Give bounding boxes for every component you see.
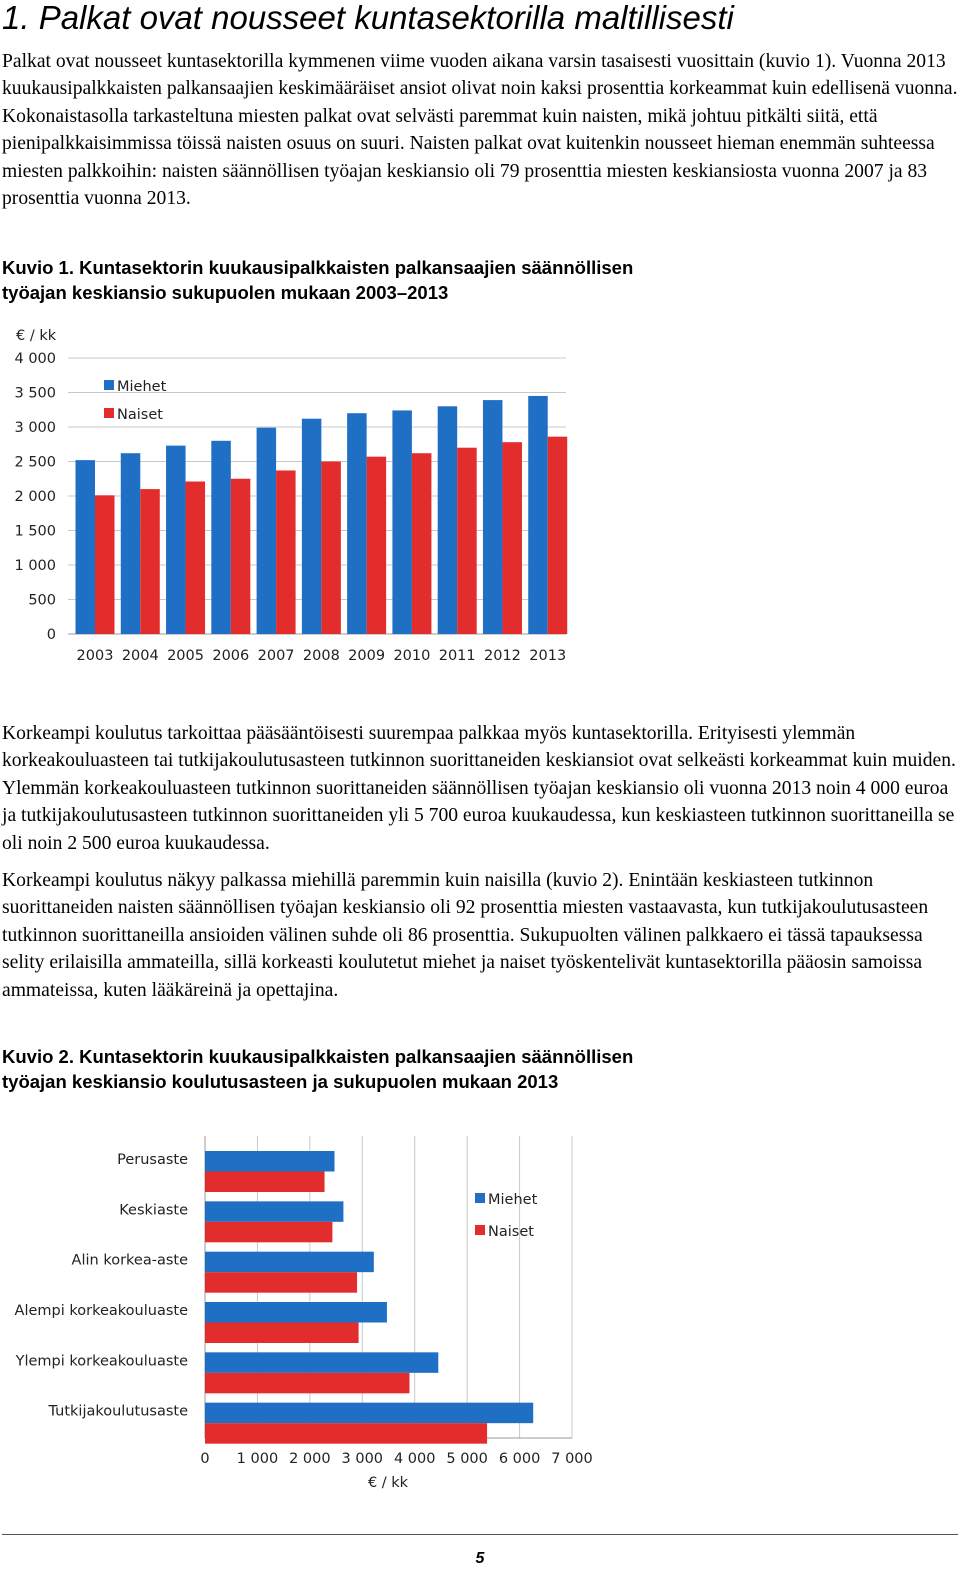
- bar-miehet-ylempi-korkeakouluaste: [205, 1352, 438, 1373]
- y-axis-unit-label: € / kk: [16, 328, 57, 344]
- x-axis-unit-label: € / kk: [367, 1475, 409, 1491]
- figure-1-caption: Kuvio 1. Kuntasektorin kuukausipalkkaisten palkansaajien säännöllisen työajan keskiansio sukupuolen mukaan 2003–2013: [2, 257, 634, 303]
- bar-naiset-ylempi-korkeakouluaste: [205, 1373, 409, 1393]
- bar-miehet-alempi-korkeakouluaste: [205, 1302, 387, 1323]
- y-category-label: Keskiaste: [119, 1202, 188, 1219]
- x-tick-label: 2011: [438, 648, 476, 664]
- x-tick-label: 2005: [167, 648, 204, 664]
- bar-miehet-2011: [438, 406, 458, 634]
- y-category-label: Tutkijakoulutusaste: [48, 1403, 188, 1420]
- x-tick-label: 2003: [76, 648, 114, 664]
- bar-naiset-2011: [457, 448, 477, 634]
- legend-label-miehet: Miehet: [117, 379, 167, 395]
- figure-2-caption: Kuvio 2. Kuntasektorin kuukausipalkkaisten palkansaajien säännöllisen työajan keskiansio koulutusasteen ja sukupuolen mukaan 2013: [2, 1046, 634, 1092]
- y-tick-label: 2 500: [14, 454, 56, 471]
- bar-naiset-tutkijakoulutusaste: [205, 1423, 487, 1444]
- y-category-label: Alempi korkeakouluaste: [14, 1303, 188, 1319]
- y-tick-label: 3 000: [14, 420, 56, 436]
- bar-miehet-2005: [166, 446, 186, 634]
- bar-naiset-2013: [548, 437, 568, 634]
- y-category-label: Alin korkea-aste: [71, 1252, 188, 1269]
- y-tick-label: 2 000: [14, 489, 56, 505]
- section-title: 1. Palkat ovat nousseet kuntasektorilla maltillisesti: [2, 0, 734, 36]
- bar-naiset-2006: [231, 479, 251, 634]
- legend-label-naiset: Naiset: [117, 407, 163, 423]
- footer-divider: [2, 1534, 958, 1535]
- y-tick-label: 1 000: [14, 558, 56, 574]
- bar-miehet-2006: [211, 441, 231, 634]
- bar-miehet-2007: [257, 428, 277, 634]
- y-tick-label: 1 500: [14, 523, 56, 540]
- bar-naiset-2005: [186, 482, 206, 634]
- bar-miehet-tutkijakoulutusaste: [205, 1403, 533, 1424]
- bar-naiset-perusaste: [205, 1172, 325, 1193]
- y-tick-label: 500: [28, 592, 56, 609]
- x-tick-label: 2007: [257, 648, 295, 664]
- legend-label-naiset: Naiset: [488, 1224, 534, 1240]
- bar-naiset-2008: [321, 462, 341, 635]
- x-tick-label: 2009: [348, 648, 386, 664]
- bar-miehet-2008: [302, 419, 322, 634]
- bar-miehet-2013: [528, 396, 548, 634]
- legend-label-miehet: Miehet: [488, 1192, 538, 1208]
- legend-swatch-miehet: [104, 380, 114, 390]
- x-tick-label: 6 000: [498, 1451, 541, 1467]
- bar-naiset-2007: [276, 470, 296, 634]
- x-tick-label: 2010: [393, 648, 431, 664]
- bar-naiset-keskiaste: [205, 1222, 332, 1243]
- x-tick-label: 2006: [212, 648, 250, 664]
- x-tick-label: 2012: [484, 648, 521, 664]
- bar-miehet-2010: [392, 410, 412, 634]
- bar-naiset-alempi-korkeakouluaste: [205, 1323, 359, 1344]
- bar-naiset-2004: [140, 489, 160, 634]
- bar-miehet-perusaste: [205, 1151, 334, 1172]
- bar-miehet-2009: [347, 413, 367, 634]
- x-tick-label: 5 000: [446, 1451, 488, 1467]
- page-number: 5: [475, 1550, 485, 1567]
- y-category-label: Ylempi korkeakouluaste: [15, 1353, 188, 1370]
- x-tick-label: 7 000: [551, 1451, 593, 1467]
- figure-1-chart: [0, 318, 600, 678]
- x-tick-label: 3 000: [341, 1451, 384, 1467]
- bar-miehet-2012: [483, 400, 503, 634]
- x-tick-label: 2013: [529, 648, 567, 664]
- bar-miehet-alin-korkea-aste: [205, 1252, 374, 1273]
- figure-2-chart: [0, 1130, 660, 1500]
- paragraph-3: Korkeampi koulutus näkyy palkassa miehillä paremmin kuin naisilla (kuvio 2). Enintään keskiasteen tutkinnon suorittaneiden naisten säännöllisen työajan keskiansio oli 92 prosenttia miesten vastaavasta, kun tutkijakoulutusasteen tutkinnon suorittaneilla ansioiden välinen suhde oli 86 prosenttia. Sukupuolten välinen palkkaero ei tässä tapauksessa selity erilaisilla ammateilla, sillä korkeasti koulutetut miehet ja naiset työskentelivät kuntasektorilla pääosin samoissa ammateissa, kuten lääkäreinä ja opettajina.: [2, 870, 929, 1001]
- x-tick-label: 2004: [121, 648, 159, 664]
- paragraph-1: Palkat ovat nousseet kuntasektorilla kymmenen viime vuoden aikana varsin tasaisesti vuosittain (kuvio 1). Vuonna 2013 kuukausipalkkaisten palkansaajien keskimääräiset ansiot olivat noin kaksi prosenttia korkeammat kuin edellisenä vuonna. Kokonaistasolla tarkasteltuna miesten palkat ovat selvästi paremmat kuin naisten, mikä johtuu pitkälti siitä, että pienipalkkaisimmissa töissä naisten osuus on suuri. Naisten palkat ovat kuitenkin nousseet hieman enemmän suhteessa miesten palkkoihin: naisten säännöllisen työajan keskiansio oli 79 prosenttia miesten keskiansiosta vuonna 2007 ja 83 prosenttia vuonna 2013.: [2, 51, 958, 210]
- bar-naiset-2012: [502, 442, 522, 634]
- y-category-label: Perusaste: [117, 1152, 188, 1168]
- bar-naiset-2009: [367, 457, 387, 634]
- bar-miehet-2004: [121, 453, 141, 634]
- y-tick-label: 4 000: [14, 351, 56, 367]
- bar-miehet-2003: [76, 460, 96, 634]
- x-tick-label: 2008: [302, 648, 340, 664]
- y-tick-label: 0: [46, 627, 56, 643]
- bar-miehet-keskiaste: [205, 1201, 343, 1222]
- bar-naiset-2010: [412, 453, 432, 634]
- x-tick-label: 1 000: [236, 1451, 279, 1467]
- x-tick-label: 2 000: [289, 1451, 331, 1467]
- x-tick-label: 4 000: [393, 1451, 436, 1467]
- legend-swatch-miehet: [475, 1193, 485, 1203]
- bar-naiset-alin-korkea-aste: [205, 1272, 357, 1293]
- y-tick-label: 3 500: [14, 385, 56, 402]
- legend-swatch-naiset: [475, 1225, 485, 1235]
- paragraph-2: Korkeampi koulutus tarkoittaa pääsääntöisesti suurempaa palkkaa myös kuntasektorilla. Erityisesti ylemmän korkeakouluasteen tai tutkijakoulutusasteen tutkinnon suorittaneiden keskiansiot ovat selkeästi korkeammat kuin muiden. Ylemmän korkeakouluasteen tutkinnon suorittaneiden säännöllisen työajan keskiansio oli vuonna 2013 noin 4 000 euroa ja tutkijakoulutusasteen tutkinnon suorittaneiden yli 5 700 euroa kuukaudessa, kun keskiasteen tutkinnon suorittaneilla se oli noin 2 500 euroa kuukaudessa.: [2, 723, 956, 854]
- legend-swatch-naiset: [104, 408, 114, 418]
- bar-naiset-2003: [95, 495, 115, 634]
- x-tick-label: 0: [200, 1451, 210, 1467]
